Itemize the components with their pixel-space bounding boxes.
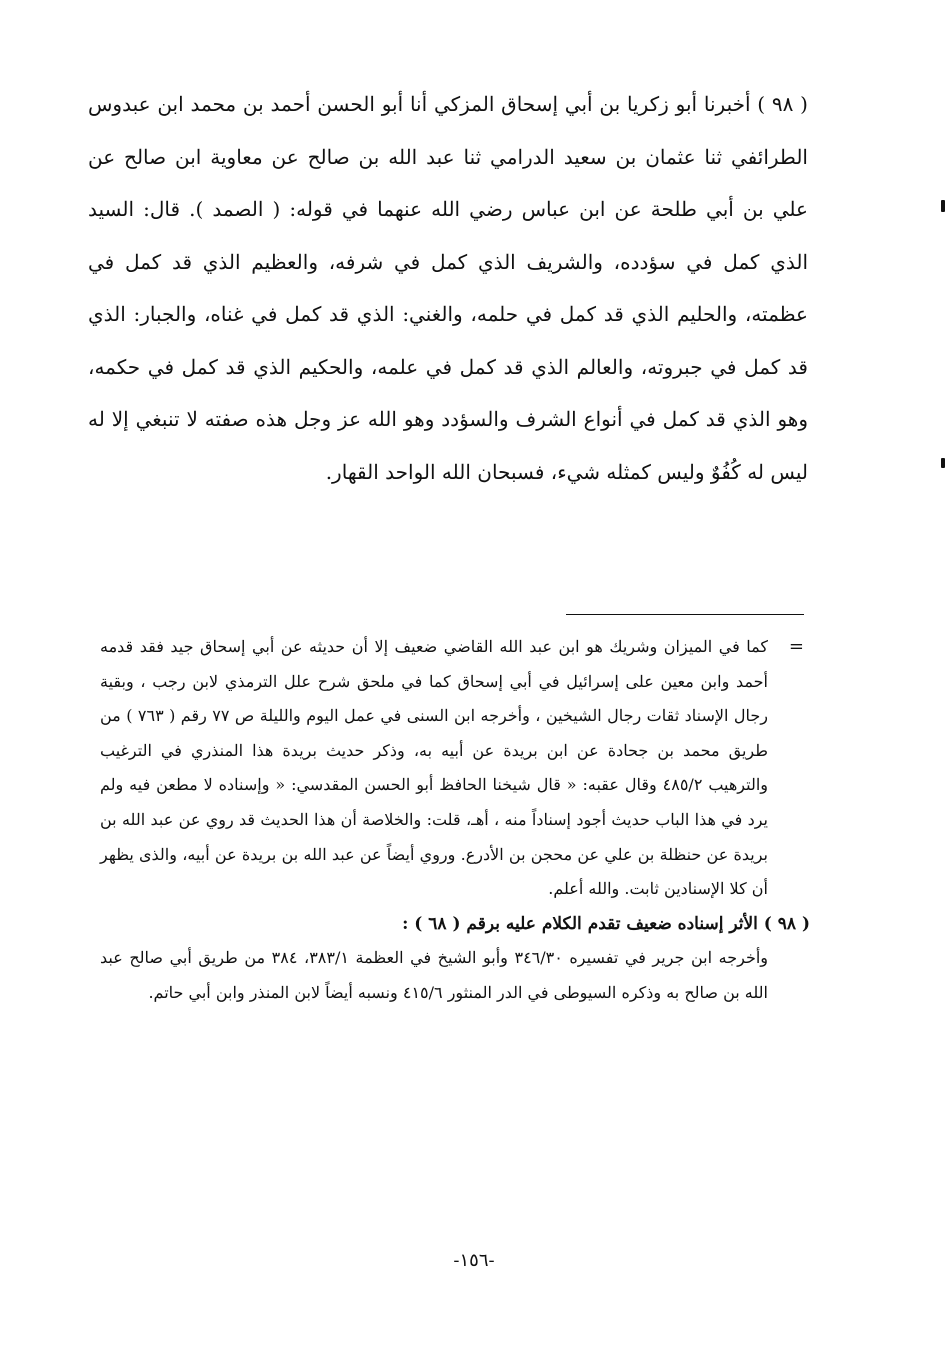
scan-edge-mark	[941, 200, 945, 212]
page-number: -١٥٦-	[453, 1250, 495, 1271]
footnotes-block	[100, 630, 812, 1011]
footnote-divider	[566, 614, 804, 615]
footnote-continuation	[100, 630, 812, 907]
scan-edge-mark	[941, 458, 945, 468]
main-text-block	[88, 78, 808, 498]
footnote-98-heading: ( ٩٨ ) الأثر إسناده ضعيف تقدم الكلام عليه برقم ( ٦٨ ) :	[402, 913, 810, 934]
continuation-marker: =	[788, 636, 804, 657]
footnote-98-body: وأخرجه ابن جرير في تفسيره ٣٤٦/٣٠ وأبو الشيخ في العظمة ٣٨٣/١، ٣٨٤ من طريق أبي صالح عبد الله بن صالح به وذكره السيوطى في الدر المنثور ٤١٥/٦ ونسبه أيضاً لابن المنذر وابن أبي حاتم.	[100, 948, 769, 1002]
hadith-paragraph-98: ( ٩٨ ) أخبرنا أبو زكريا بن أبي إسحاق المزكي أنا أبو الحسن أحمد بن محمد ابن عبدوس الطرائفي ثنا عثمان بن سعيد الدرامي ثنا عبد الله بن صالح عن معاوية ابن صالح عن علي بن أبي طلحة عن ابن عباس رضي الله عنهما في قوله: ( الصمد ). قال: السيد الذي كمل في سؤدده، والشريف الذي كمل في شرفه، والعظيم الذي قد كمل في عظمته، والحليم الذي قد كمل في حلمه، والغني: الذي قد كمل في غناه، والجبار: الذي قد كمل في جبروته، والعالم الذي قد كمل في علمه، والحكيم الذي قد كمل في حكمه، وهو الذي قد كمل في أنواع الشرف والسؤدد وهو الله عز وجل هذه صفته لا تنبغي إلا له ليس له كُفُوٌ وليس كمثله شيء، فسبحان الله الواحد القهار.	[88, 92, 808, 484]
continuation-text: كما في الميزان وشريك هو ابن عبد الله القاضي ضعيف إلا أن حديثه عن أبي إسحاق جيد فقد قدمه أحمد وابن معين على إسرائيل في أبي إسحاق كما في ملحق شرح علل الترمذي لابن رجب ، وبقية رجال الإسناد ثقات رجال الشيخين ، وأخرجه ابن السنى في عمل اليوم والليلة ص ٧٧ رقم ( ٧٦٣ ) من طريق محمد بن جحادة عن ابن بريدة عن أبيه به، وذكر حديث بريدة هذا المنذري في الترغيب والترهيب ٤٨٥/٢ وقال عقبه: « قال شيخنا الحافظ أبو الحسن المقدسي: « وإسناده لا مطعن فيه ولم يرد في هذا الباب حديث أجود إسناداً منه ، أهـ، قلت: والخلاصة أن هذا الحديث قد روي عن عبد الله بن بريدة عن حنظلة بن علي عن محجن بن الأدرع. وروي أيضاً عن عبد الله بن بريدة عن أبيه، والذى يظهر أن كلا الإسنادين ثابت. والله أعلم.	[100, 637, 769, 899]
